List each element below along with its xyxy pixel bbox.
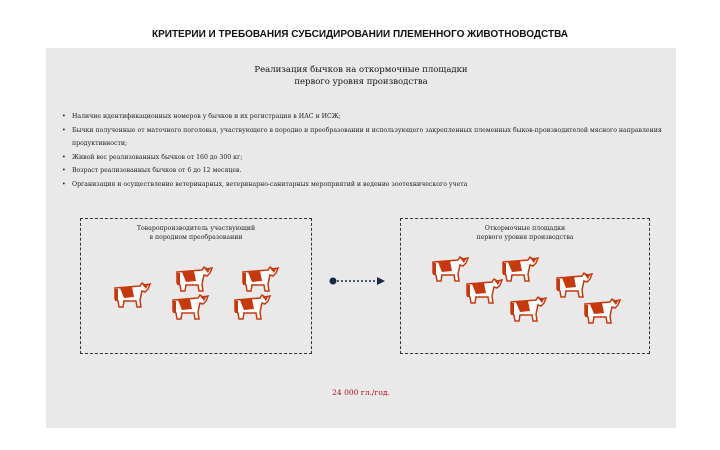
- criteria-item: • Организация и осуществление ветеринарных, ветеринарно-санитарных мероприятий и ведение зоотехнического учета: [62, 178, 662, 192]
- cow-icon: [112, 280, 152, 310]
- feedlot-label-2: первого уровня производства: [476, 234, 574, 241]
- cow-icon: [232, 292, 272, 322]
- criteria-list: [62, 110, 662, 191]
- producer-label-1: Товаропроизводитель участвующий: [136, 225, 256, 232]
- cow-icon: [582, 296, 622, 326]
- amount-label: 24 000 гл./год.: [332, 388, 390, 397]
- subtitle-line-2: первого уровня производства: [294, 77, 428, 87]
- criteria-item: • Бычки полученные от маточного поголовья, участвующего в породно и преобразовании и использующего закрепленных племенных быков-производителей мясного направления продуктивности;: [62, 124, 662, 151]
- cow-icon: [464, 276, 504, 306]
- criteria-item: • Наличие идентификационных номеров у бычков и их регистрация в ИАС и ИСЖ;: [62, 110, 662, 124]
- dotted-arrow-icon: [329, 276, 385, 286]
- section-subtitle: [46, 64, 676, 88]
- criteria-item: • Живой вес реализованных бычков от 160 до 300 кг;: [62, 151, 662, 165]
- cow-icon: [170, 292, 210, 322]
- subtitle-line-1: Реализация бычков на откормочные площадки: [254, 65, 468, 75]
- criteria-item: • Возраст реализованных бычков от 6 до 12 месяцев.: [62, 164, 662, 178]
- cow-icon: [508, 294, 548, 324]
- producer-label-2: в породном преобразовании: [149, 234, 243, 241]
- cow-icon: [174, 264, 214, 294]
- content-panel: [46, 48, 676, 428]
- cow-icon: [240, 264, 280, 294]
- feedlot-box: [400, 218, 650, 354]
- page-title: КРИТЕРИИ И ТРЕБОВАНИЯ СУБСИДИРОВАНИИ ПЛЕМЕННОГО ЖИВОТНОВОДСТВА: [151, 29, 569, 40]
- feedlot-label-1: Откормочные площадки: [484, 225, 566, 232]
- cow-icon: [500, 254, 540, 284]
